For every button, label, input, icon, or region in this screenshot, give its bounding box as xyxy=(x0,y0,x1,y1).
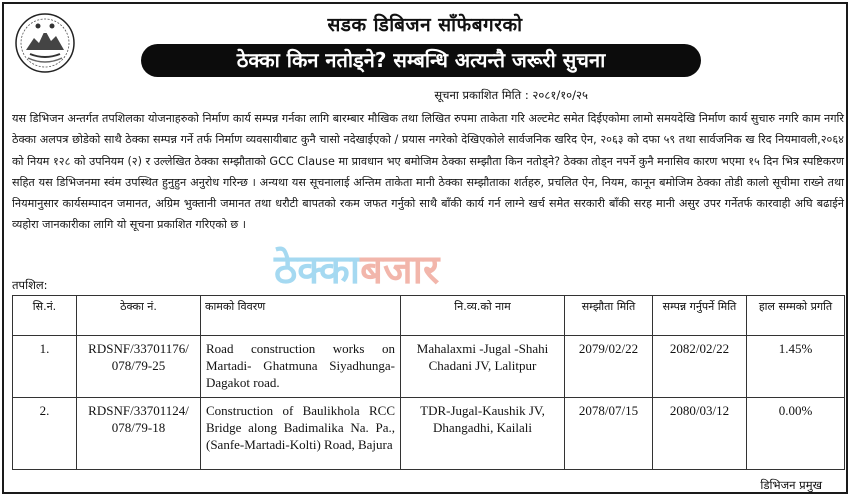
cell-progress: 0.00% xyxy=(747,398,845,470)
cell-description: Construction of Baulikhola RCC Bridge along Badimalika Na. Pa.,(Sanfe-Martadi-Kolti) Road, Bajura xyxy=(201,398,401,470)
cell-contract-no: RDSNF/33701124/ 078/79-18 xyxy=(77,398,201,470)
cell-firm: TDR-Jugal-Kaushik JV, Dhangadhi, Kailali xyxy=(401,398,565,470)
cell-completion-date: 2080/03/12 xyxy=(653,398,747,470)
schedule-label: तपशिल: xyxy=(12,278,48,292)
table-row xyxy=(13,398,845,470)
watermark-part-2: बजार xyxy=(360,247,440,293)
header-description: कामको विवरण xyxy=(201,296,401,336)
publication-date: सूचना प्रकाशित मिति : २०८१/१०/२५ xyxy=(434,88,588,102)
contracts-table xyxy=(12,295,845,470)
office-title: सडक डिबिजन साँफेबगरको xyxy=(327,14,523,36)
header-agreement-date: सम्झौता मिति xyxy=(565,296,653,336)
cell-serial: 2. xyxy=(13,398,77,470)
watermark-part-1: ठेक्का xyxy=(274,247,361,293)
signatory-title: डिभिजन प्रमुख xyxy=(760,478,822,492)
cell-completion-date: 2082/02/22 xyxy=(653,336,747,398)
header-serial: सि.नं. xyxy=(13,296,77,336)
notice-document xyxy=(2,2,848,494)
cell-agreement-date: 2078/07/15 xyxy=(565,398,653,470)
header-progress: हाल सम्मको प्रगति xyxy=(747,296,845,336)
notice-banner: ठेक्का किन नतोड्ने? सम्बन्धि अत्यन्तै जरूरी सुचना xyxy=(141,44,701,77)
cell-contract-no: RDSNF/33701176/ 078/79-25 xyxy=(77,336,201,398)
header-completion-date: सम्पन्न गर्नुपर्ने मिति xyxy=(653,296,747,336)
cell-progress: 1.45% xyxy=(747,336,845,398)
cell-description: Road construction works on Martadi- Ghatmuna Siyadhunga-Dagakot road. xyxy=(201,336,401,398)
header-firm: नि.व्य.को नाम xyxy=(401,296,565,336)
cell-agreement-date: 2079/02/22 xyxy=(565,336,653,398)
notice-body-paragraph: यस डिभिजन अन्तर्गत तपशिलका योजनाहरुको निर्माण कार्य सम्पन्न गर्नका लागि बारम्बार मौखिक तथा लिखित रुपमा ताकेता गरि अल्टमेट समेत दिईएकोमा लामो समयदेखि निर्माण कार्य सुचारु नगरि काम नगरि ठेक्का अलपत्र छोडेको साथै ठेक्का सम्पन्न गर्ने तर्फ निर्माण व्यवसायीबाट कुनै चासो नदेखाईएको / प्रयास नगरेको देखिएकोले सार्वजनिक खरिद ऐन, २०६३ को दफा ५९ तथा सार्वजनिक ख रिद नियमावली,२०६४ को नियम १२८ को उपनियम (२) र उल्लेखित ठेक्का सम्झौताको GCC Clause मा प्रावधान भए बमोजिम ठेक्का सम्झौता किन नतोड्ने? ठेक्का तोड्न नपर्ने कुनै मनासिव कारण भएमा १५ दिन भित्र स्पष्टिकरण सहित यस डिभिजनमा स्वंम उपस्थित हुनुहुन अनुरोध गरिन्छ । अन्यथा यस सूचनालाई अन्तिम ताकेता मानी ठेक्का सम्झौताका शर्तहरु, प्रचलित ऐन, नियम, कानून बमोजिम ठेक्का तोडी कालो सूचीमा राख्ने तथा नियमानुसार कार्यसम्पादन जमानत, अग्रिम भुक्तानी जमानत तथा धरौटी बापतको रकम जफत गर्नुको साथै बाँकी कार्य गर्न लाग्ने खर्च समेत सरकारी बाँकी सरह मानी असुर उपर गर्नेतर्फ कारवाही अघि बढाईने व्यहोरा जानकारीका लागि यो सूचना प्रकाशित गरिएको छ । xyxy=(12,112,844,232)
table-row xyxy=(13,336,845,398)
cell-serial: 1. xyxy=(13,336,77,398)
table-header-row xyxy=(13,296,845,336)
thekka-bazar-watermark xyxy=(274,240,439,295)
cell-firm: Mahalaxmi -Jugal -Shahi Chadani JV, Lalitpur xyxy=(401,336,565,398)
header-contract-no: ठेक्का नं. xyxy=(77,296,201,336)
